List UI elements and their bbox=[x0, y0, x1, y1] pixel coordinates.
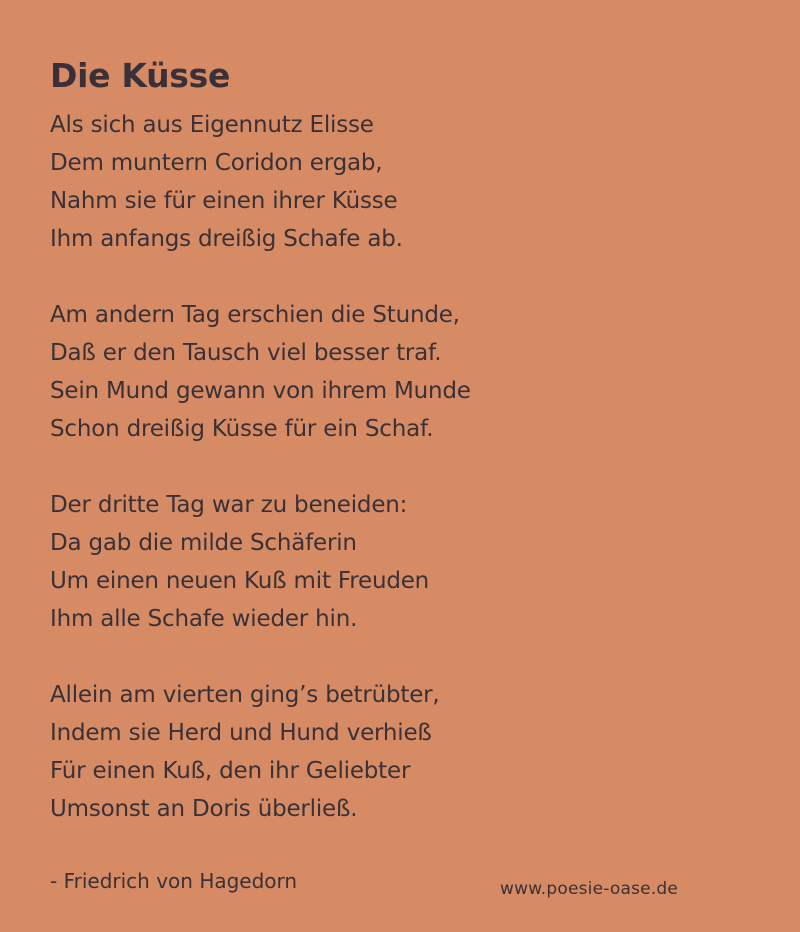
verse-line: Am andern Tag erschien die Stunde, bbox=[50, 302, 460, 328]
poem-title: Die Küsse bbox=[50, 56, 231, 95]
verse-line: Als sich aus Eigennutz Elisse bbox=[50, 112, 374, 138]
stanza-2 bbox=[50, 296, 750, 448]
verse-line: Für einen Kuß, den ihr Geliebter bbox=[50, 758, 411, 784]
verse-line: Dem muntern Coridon ergab, bbox=[50, 150, 383, 176]
verse-line: Schon dreißig Küsse für ein Schaf. bbox=[50, 416, 434, 442]
verse-line: Nahm sie für einen ihrer Küsse bbox=[50, 188, 398, 214]
stanza-3 bbox=[50, 486, 750, 638]
verse-line: Umsonst an Doris überließ. bbox=[50, 796, 358, 822]
verse-line: Ihm anfangs dreißig Schafe ab. bbox=[50, 226, 403, 252]
verse-line: Da gab die milde Schäferin bbox=[50, 530, 357, 556]
verse-line: Der dritte Tag war zu beneiden: bbox=[50, 492, 408, 518]
verse-line: Daß er den Tausch viel besser traf. bbox=[50, 340, 442, 366]
poem-author: - Friedrich von Hagedorn bbox=[50, 869, 298, 893]
poem-card bbox=[50, 56, 750, 896]
verse-line: Sein Mund gewann von ihrem Munde bbox=[50, 378, 471, 404]
verse-line: Um einen neuen Kuß mit Freuden bbox=[50, 568, 430, 594]
verse-line: Ihm alle Schafe wieder hin. bbox=[50, 606, 358, 632]
verse-line: Indem sie Herd und Hund verhieß bbox=[50, 720, 432, 746]
website-url: www.poesie-oase.de bbox=[500, 879, 679, 899]
stanza-1 bbox=[50, 106, 750, 258]
stanza-4 bbox=[50, 676, 750, 828]
verse-line: Allein am vierten ging’s betrübter, bbox=[50, 682, 440, 708]
